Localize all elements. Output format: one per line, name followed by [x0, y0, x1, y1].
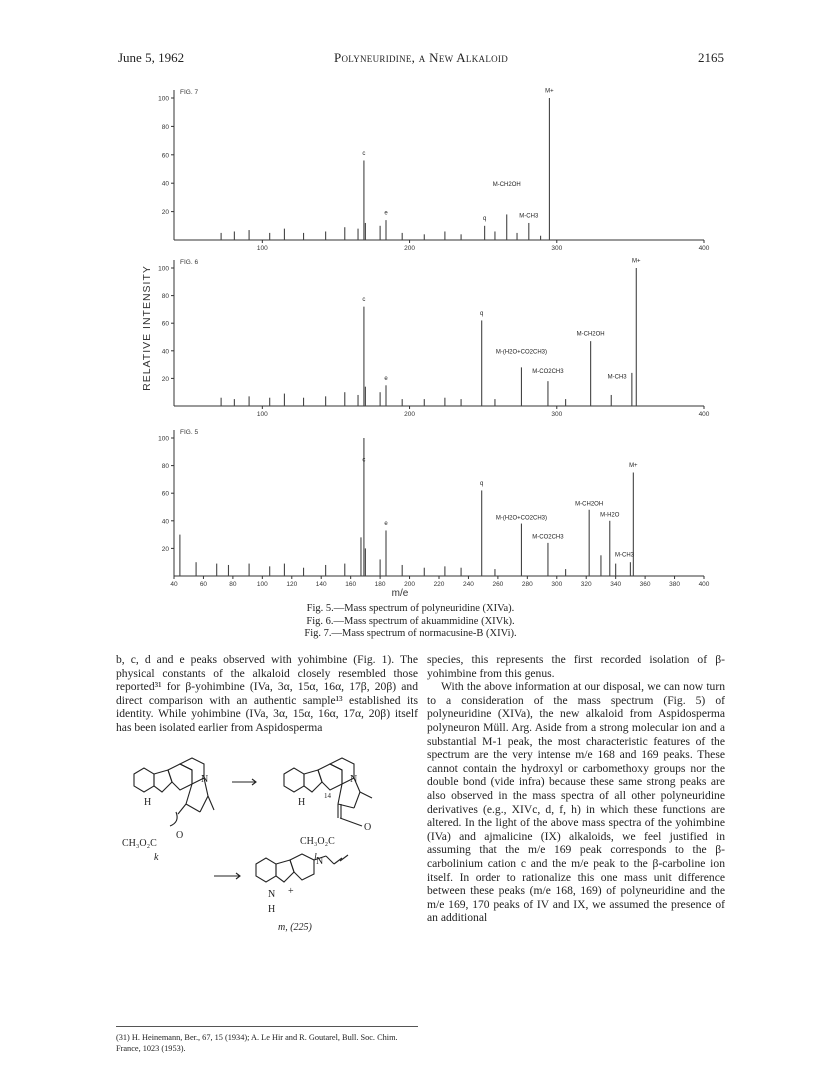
scheme-h-l: H [298, 797, 306, 808]
peak-annotation: q [482, 216, 487, 223]
x-tick-label: 360 [639, 581, 651, 588]
scheme-n-m: N [268, 889, 276, 900]
x-tick-label: 100 [256, 581, 268, 588]
peak-annotation: e [384, 375, 388, 382]
header-page-number: 2165 [698, 50, 724, 65]
y-tick-label: 60 [161, 152, 169, 160]
x-tick-label: 300 [551, 581, 563, 588]
fragmentation-scheme [116, 752, 418, 934]
y-tick-label: 80 [161, 123, 169, 131]
caption-fig-6: Fig. 6.—Mass spectrum of akuammidine (XIVk). [306, 615, 515, 627]
x-tick-label: 300 [551, 245, 563, 252]
panel-title: FIG. 6 [180, 259, 199, 266]
mass-spectra-figure [130, 80, 710, 600]
caption-fig-7: Fig. 7.—Mass spectrum of normacusine-B (XIVi). [304, 628, 517, 639]
y-tick-label: 20 [161, 375, 169, 383]
y-tick-label: 60 [161, 320, 169, 328]
x-tick-label: 100 [256, 245, 268, 252]
scheme-o-k: O [176, 830, 184, 841]
x-tick-label: 320 [580, 581, 592, 588]
x-tick-label: 340 [610, 581, 622, 588]
peak-annotation: M-CH3 [519, 213, 539, 220]
scheme-label-l: l [314, 852, 317, 863]
y-tick-label: 80 [161, 463, 169, 471]
right-paragraph-1: species, this represents the first recorded isolation of β-yohimbine from this genus. [427, 653, 725, 680]
y-tick-label: 40 [161, 518, 169, 526]
y-tick-label: 80 [161, 293, 169, 301]
right-paragraph-2: With the above information at our disposal, we can now turn to a consideration of the mass spectrum (Fig. 5) of polyneuridine (XIVa), the new alkaloid from Aspidosperma polyneuron Müll. Arg. Aside from a strong molecular ion and a substantial M-1 peak, the most characteristic features of the spectrum are the very intense m/e 168 and 169 peaks. These cannot contain the hydroxyl or carbomethoxy groups nor the double bond (vide infra) because these same strong peaks are also observed in the mass spectra of all other polyneuridine derivatives (e.g., XIVc, d, f, h) in which these functions are altered. In the light of the above mass spectra of the yohimbine (IVa) and ajmalicine (IX) alkaloids, we feel justified in assuming that the m/e 169 peak corresponds to the β-carbolinium cation c and the m/e peak to the β-carboline ion itself. In order to rationalize this one mass unit difference between these peaks (m/e 168, 169) of polyneuridine and the m/e 169, 170 peaks of IV and IX, we assumed the presence of an additional [427, 680, 725, 925]
peak-annotation: M+ [632, 258, 641, 265]
peak-annotation: M-CH2OH [576, 331, 605, 338]
peak-annotation: c [362, 150, 366, 157]
peak-annotation: e [384, 520, 388, 527]
peak-annotation: M-(H2O+CO2CH3) [495, 515, 548, 522]
peak-annotation: M-CH2OH [575, 501, 604, 508]
y-tick-label: 100 [158, 95, 169, 103]
x-tick-label: 400 [698, 411, 710, 418]
x-tick-label: 160 [345, 581, 357, 588]
scheme-n-l: N [350, 774, 358, 785]
left-column [116, 653, 418, 735]
y-tick-label: 100 [158, 265, 169, 273]
x-tick-label: 200 [404, 581, 415, 588]
scheme-n2-m: N [316, 856, 324, 867]
scheme-o-l: O [364, 822, 372, 833]
y-tick-label: 60 [161, 490, 169, 498]
x-tick-label: 240 [463, 581, 474, 588]
scheme-ion-label: m, (225) [278, 922, 312, 933]
x-tick-label: 60 [199, 581, 208, 588]
x-tick-label: 140 [315, 581, 327, 588]
y-tick-label: 100 [158, 435, 169, 443]
scheme-n-k: N [201, 774, 209, 785]
right-column [427, 653, 725, 925]
peak-annotation: e [384, 210, 388, 217]
scheme-plus: + [288, 886, 294, 897]
x-tick-label: 300 [551, 411, 563, 418]
peak-annotation: M-CO2CH3 [532, 534, 564, 541]
peak-annotation: M-CH2OH [492, 182, 521, 189]
header-title: Polyneuridine, a New Alkaloid [333, 50, 509, 65]
scheme-ester-l: CH₃O₂C [300, 836, 335, 847]
scheme-num-14: 14 [324, 792, 331, 800]
panel-title: FIG. 5 [180, 429, 199, 436]
y-tick-label: 40 [161, 180, 169, 188]
scheme-label-k: k [154, 852, 159, 863]
scheme-h-m: H [268, 904, 276, 915]
peak-annotation: M-CO2CH3 [532, 368, 564, 375]
y-tick-label: 20 [161, 209, 169, 217]
x-tick-label: 80 [229, 581, 237, 588]
caption-fig-5: Fig. 5.—Mass spectrum of polyneuridine (XIVa). [306, 603, 515, 614]
y-axis-label: RELATIVE INTENSITY [141, 265, 153, 391]
x-tick-label: 200 [404, 245, 415, 252]
peak-annotation: M-CH3 [615, 552, 634, 559]
x-tick-label: 120 [286, 581, 298, 588]
peak-annotation: M-CH3 [607, 374, 627, 381]
x-tick-label: 280 [521, 581, 533, 588]
y-tick-label: 20 [161, 545, 169, 553]
y-tick-label: 40 [161, 348, 169, 356]
x-tick-label: 380 [669, 581, 680, 588]
x-tick-label: 40 [170, 581, 178, 588]
peak-annotation: q [480, 480, 484, 487]
x-tick-label: 220 [433, 581, 445, 588]
left-paragraph: b, c, d and e peaks observed with yohimbine (Fig. 1). The physical constants of the alkaloid closely resembled those reported³¹ for β-yohimbine (IVa, 3α, 15α, 16α, 17β, 20β) and direct comparison with an authentic sample¹³ established its identity. While yohimbine (IVa, 3α, 15α, 16α, 17α, 20β) itself has been isolated earlier from Aspidosperma [116, 653, 418, 734]
x-tick-label: 100 [256, 411, 268, 418]
peak-annotation: M-(H2O+CO2CH3) [495, 349, 548, 356]
scheme-ester-k: CH₃O₂C [122, 838, 157, 849]
x-axis-label: m/e [391, 588, 409, 599]
peak-annotation: M+ [629, 462, 638, 469]
peak-annotation: c [362, 297, 366, 304]
peak-annotation: M+ [545, 88, 554, 95]
x-tick-label: 400 [698, 245, 710, 252]
x-tick-label: 200 [404, 411, 415, 418]
scheme-h-k: H [144, 797, 152, 808]
peak-annotation: M-H2O [600, 512, 620, 519]
x-tick-label: 180 [374, 581, 386, 588]
peak-annotation: c [362, 457, 366, 464]
peak-annotation: q [480, 310, 484, 317]
page-header [118, 50, 724, 66]
x-tick-label: 260 [492, 581, 504, 588]
x-tick-label: 400 [698, 581, 710, 588]
footnote: (31) H. Heinemann, Ber., 67, 15 (1934); A. Le Hir and R. Goutarel, Bull. Soc. Chim. France, 1023 (1953). [116, 1026, 418, 1054]
figure-captions [0, 603, 821, 641]
panel-title: FIG. 7 [180, 89, 199, 96]
header-date: June 5, 1962 [118, 50, 185, 65]
